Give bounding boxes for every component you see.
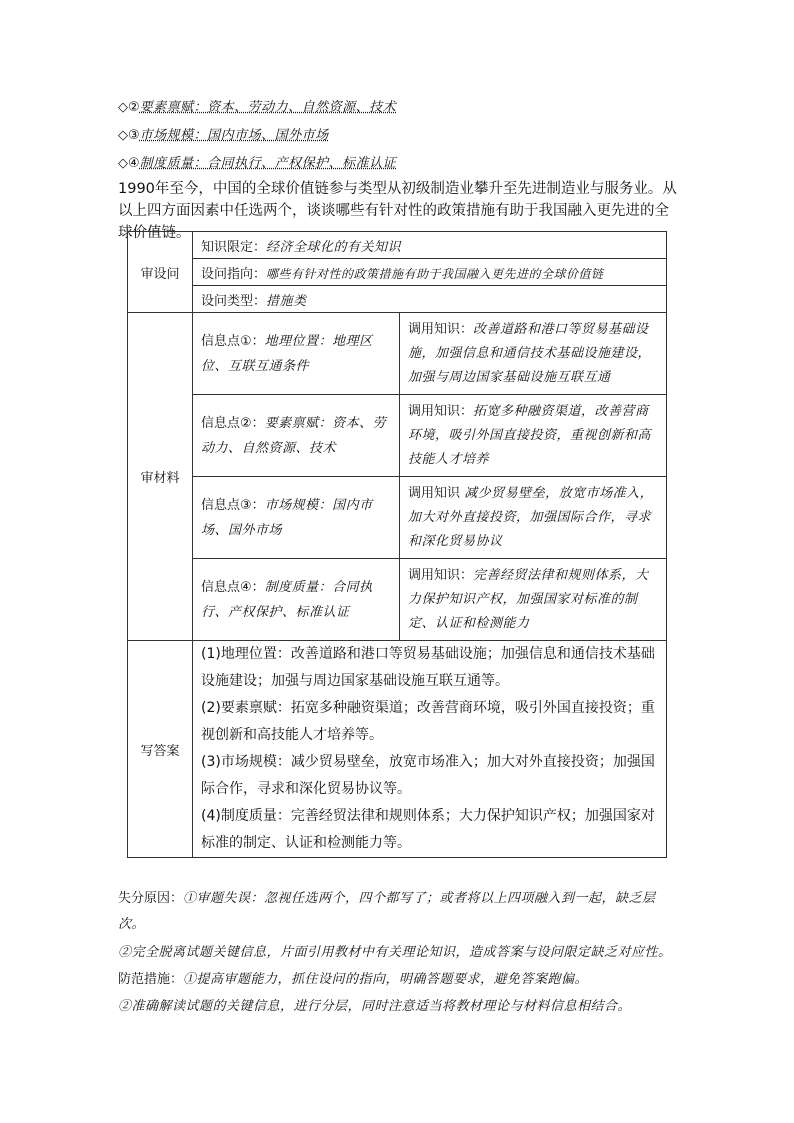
item-marker: ◇③ <box>118 128 140 143</box>
item-text: 制度质量：合同执行、产权保护、标准认证 <box>139 156 397 171</box>
label-xie-da-an: 写答案 <box>128 641 193 858</box>
item-text: 要素禀赋：资本、劳动力、自然资源、技术 <box>139 100 397 115</box>
info-key: 信息点③： <box>201 497 265 513</box>
top-item-3 <box>118 124 329 143</box>
knowledge-4 <box>400 559 667 641</box>
row-value: 哪些有针对性的政策措施有助于我国融入更先进的全球价值链 <box>266 266 604 281</box>
info-key: 信息点④： <box>201 579 265 595</box>
know-key: 调用知识： <box>408 321 474 337</box>
info-point-1 <box>193 313 400 395</box>
knowledge-3 <box>400 477 667 559</box>
row-key: 设问类型： <box>201 293 267 309</box>
know-key: 调用知识： <box>408 567 474 583</box>
row-key: 知识限定： <box>201 239 267 255</box>
info-key: 信息点②： <box>201 415 265 431</box>
prevent-label: 防范措施： <box>118 972 184 987</box>
prevent-measure-2: ②准确解读试题的关键信息，进行分层，同时注意适当将教材理论与材料信息相结合。 <box>118 999 632 1014</box>
row-value: 经济全球化的有关知识 <box>266 239 402 255</box>
item-marker: ◇② <box>118 100 140 115</box>
row-question-type <box>193 286 667 313</box>
info-point-2 <box>193 395 400 477</box>
know-key: 调用知识： <box>408 403 474 419</box>
loss-reason-2: ②完全脱离试题关键信息，片面引用教材中有关理论知识，造成答案与设问限定缺乏对应性。 <box>118 945 672 960</box>
item-marker: ◇④ <box>118 156 140 171</box>
label-shen-cai-liao: 审材料 <box>128 313 193 641</box>
label-shen-she-wen: 审设问 <box>128 232 193 313</box>
answer-paragraph-1: (1)地理位置：改善道路和港口等贸易基础设施；加强信息和通信技术基础设施建设；加强与周边国家基础设施互联互通等。 <box>201 646 655 689</box>
loss-text-1: ①审题失误：忽视任选两个，四个都写了；或者将以上四项融入到一起，缺乏层次。 <box>118 891 656 932</box>
question-text: 1990年至今，中国的全球价值链参与类型从初级制造业攀升至先进制造业与服务业。从以上四方面因素中任选两个，谈谈哪些有针对性的政策措施有助于我国融入更先进的全球价值链。 <box>118 181 677 241</box>
know-value: 拓宽多种融资渠道，改善营商环境，吸引外国直接投资，重视创新和高技能人才培养 <box>408 403 652 467</box>
info-key: 信息点①： <box>201 333 265 349</box>
analysis-table <box>127 231 667 858</box>
prevent-measure-1 <box>118 967 678 993</box>
knowledge-1 <box>400 313 667 395</box>
row-key: 设问指向： <box>201 266 267 282</box>
know-value: 减少贸易壁垒，放宽市场准入，加大对外直接投资，加强国际合作，寻求和深化贸易协议 <box>408 485 654 549</box>
info-value: 市场规模：国内市场、国外市场 <box>201 497 373 538</box>
info-value: 地理位置：地理区位、互联互通条件 <box>201 333 373 374</box>
top-item-2 <box>118 96 396 115</box>
know-value: 完善经贸法律和规则体系，大力保护知识产权，加强国家对标准的制定、认证和检测能力 <box>408 567 649 631</box>
top-item-4 <box>118 152 396 171</box>
answer-paragraph-2: (2)要素禀赋：拓宽多种融资渠道；改善营商环境，吸引外国直接投资；重视创新和高技能人才培养等。 <box>201 700 655 743</box>
info-point-4 <box>193 559 400 641</box>
answer-paragraph-3: (3)市场规模：减少贸易壁垒，放宽市场准入；加大对外直接投资；加强国际合作，寻求和深化贸易协议等。 <box>201 754 655 797</box>
row-knowledge-limit <box>193 232 667 259</box>
answer-cell <box>193 641 667 858</box>
know-value: 改善道路和港口等贸易基础设施，加强信息和通信技术基础设施建设，加强与周边国家基础设施互联互通 <box>408 321 652 385</box>
answer-paragraph-4: (4)制度质量：完善经贸法律和规则体系；大力保护知识产权；加强国家对标准的制定、认证和检测能力等。 <box>201 808 655 851</box>
info-point-3 <box>193 477 400 559</box>
know-key: 调用知识 <box>408 485 461 501</box>
info-value: 要素禀赋：资本、劳动力、自然资源、技术 <box>201 415 387 456</box>
info-value: 制度质量：合同执行、产权保护、标准认证 <box>201 579 373 620</box>
loss-label: 失分原因： <box>118 891 184 906</box>
loss-reason-1 <box>118 886 678 938</box>
item-text: 市场规模：国内市场、国外市场 <box>139 128 329 143</box>
row-question-direction <box>193 259 667 286</box>
prevent-text-1: ①提高审题能力，抓住设问的指向，明确答题要求，避免答案跑偏。 <box>183 972 589 987</box>
knowledge-2 <box>400 395 667 477</box>
row-value: 措施类 <box>266 293 307 309</box>
